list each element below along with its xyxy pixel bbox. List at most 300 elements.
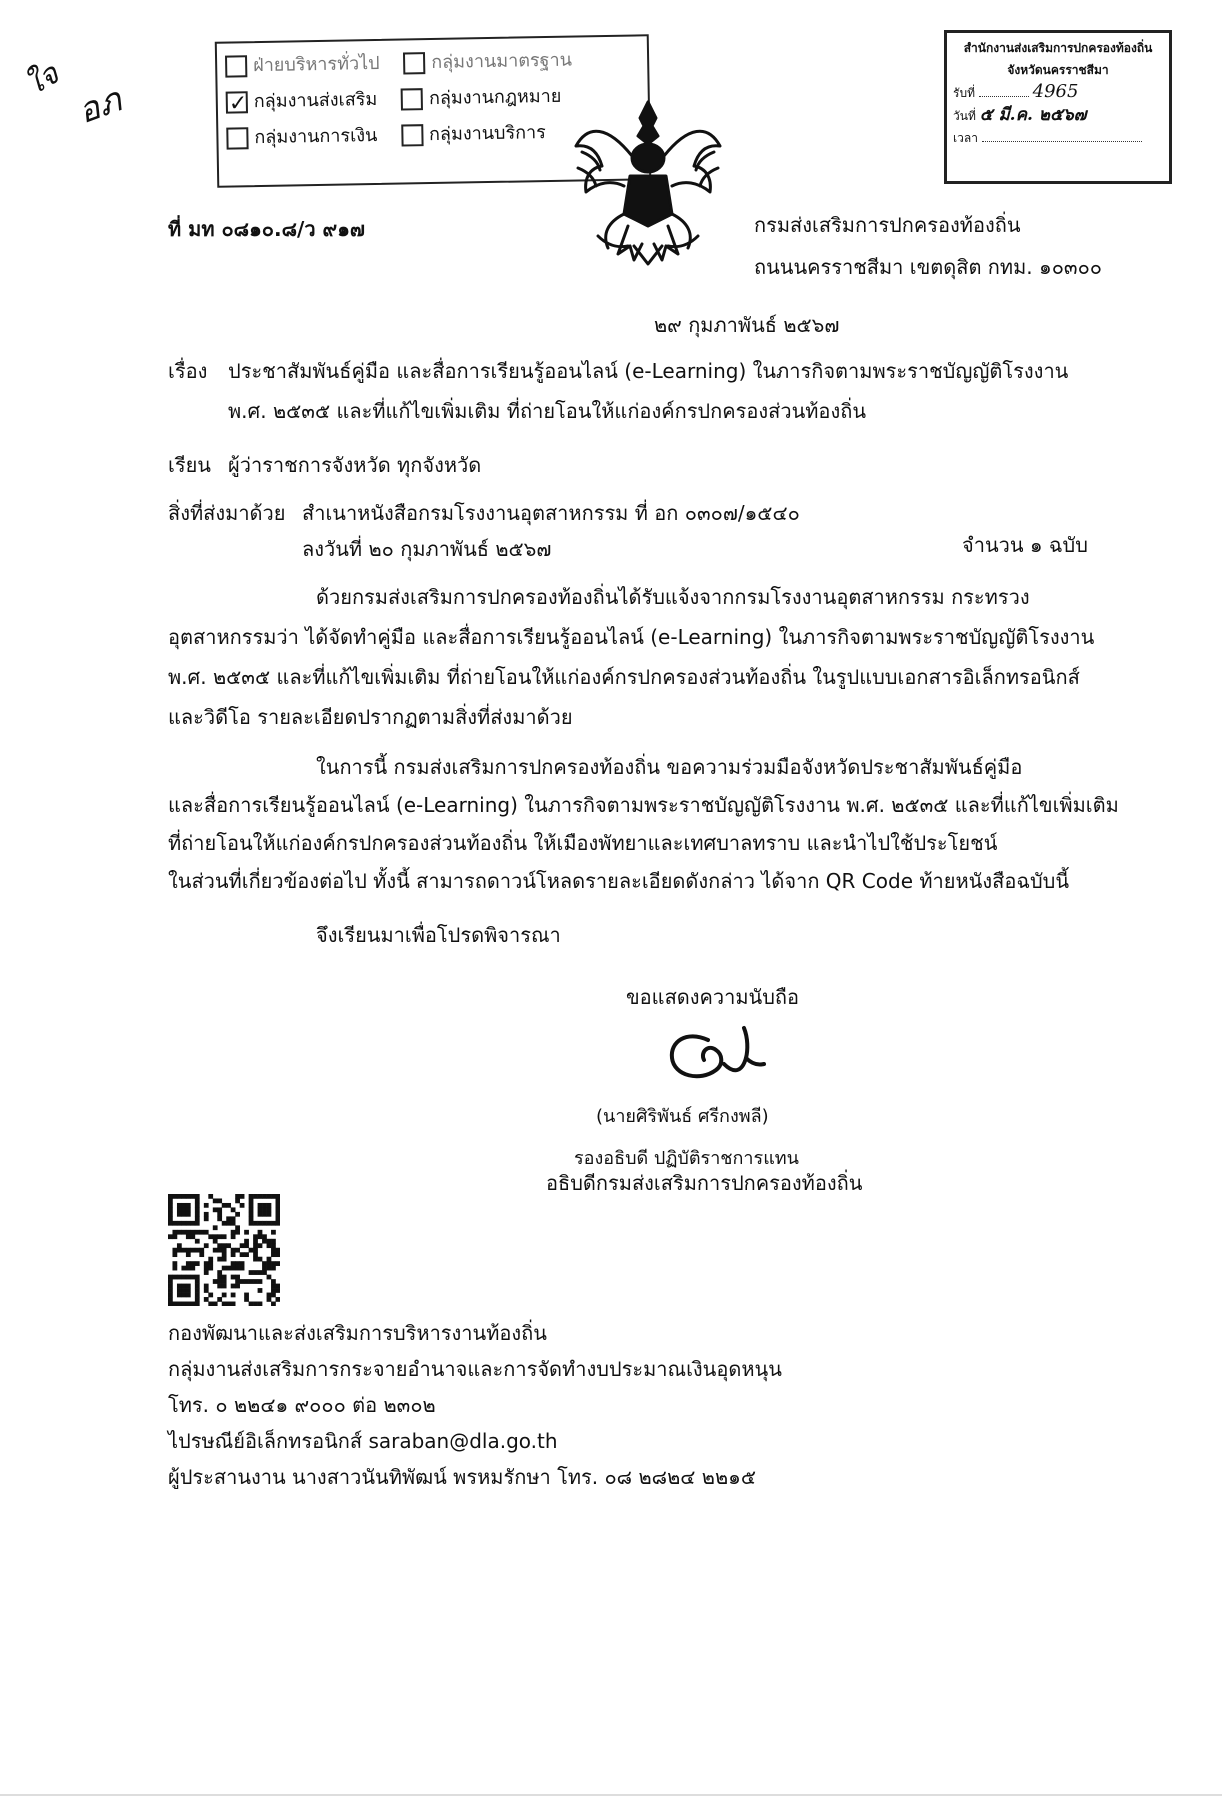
routing-label: กลุ่มงานมาตรฐาน: [431, 49, 573, 74]
receipt-date-row: [947, 104, 1169, 127]
qr-module: [253, 1234, 258, 1239]
qr-module: [213, 1207, 218, 1212]
qr-module: [235, 1284, 240, 1289]
qr-module: [177, 1302, 182, 1306]
qr-module: [240, 1266, 245, 1271]
qr-module: [195, 1248, 200, 1253]
qr-module: [253, 1252, 258, 1257]
routing-label: กลุ่มงานกฎหมาย: [428, 85, 562, 110]
footer-phone: โทร. ๐ ๒๒๔๑ ๙๐๐๐ ต่อ ๒๓๐๒: [168, 1393, 436, 1417]
qr-module: [235, 1261, 240, 1266]
qr-module: [181, 1293, 186, 1298]
qr-module: [276, 1261, 280, 1266]
qr-module: [168, 1288, 173, 1293]
enclosure-line-2: ลงวันที่ ๒๐ กุมภาพันธ์ ๒๕๖๗: [302, 537, 552, 561]
qr-module: [222, 1243, 227, 1248]
checkbox[interactable]: [401, 88, 423, 110]
qr-module: [249, 1270, 254, 1275]
qr-module: [168, 1207, 173, 1212]
qr-module: [186, 1266, 191, 1271]
footer-email[interactable]: ไปรษณีย์อิเล็กทรอนิกส์ saraban@dla.go.th: [168, 1429, 558, 1453]
date-label: วันที่: [953, 109, 976, 123]
qr-module: [204, 1270, 209, 1275]
qr-module: [231, 1248, 236, 1253]
routing-label: กลุ่มงานส่งเสริม: [253, 88, 378, 113]
sender-address: ถนนนครราชสีมา เขตดุสิต กทม. ๑๐๓๐๐: [754, 255, 1102, 279]
qr-module: [181, 1203, 186, 1208]
enclosure-label: สิ่งที่ส่งมาด้วย: [168, 501, 286, 525]
qr-module: [204, 1212, 209, 1217]
qr-module: [271, 1221, 276, 1226]
qr-module: [222, 1203, 227, 1208]
received-no-value: 4965: [1032, 81, 1079, 102]
qr-module: [213, 1302, 218, 1306]
qr-module: [258, 1221, 263, 1226]
qr-module: [186, 1234, 191, 1239]
qr-module: [240, 1194, 245, 1199]
qr-module: [177, 1284, 182, 1289]
qr-module: [267, 1239, 272, 1244]
qr-module: [231, 1293, 236, 1298]
qr-module: [276, 1216, 280, 1221]
scan-edge: [0, 1794, 1222, 1796]
qr-module: [231, 1230, 236, 1235]
qr-module: [262, 1203, 267, 1208]
qr-module: [177, 1288, 182, 1293]
qr-module: [244, 1243, 249, 1248]
checkbox-checked[interactable]: [226, 91, 248, 113]
qr-module: [177, 1207, 182, 1212]
checkbox[interactable]: [401, 124, 423, 146]
qr-module: [267, 1243, 272, 1248]
qr-module: [195, 1212, 200, 1217]
qr-module: [181, 1230, 186, 1235]
qr-module: [217, 1198, 222, 1203]
qr-module: [195, 1198, 200, 1203]
qr-module: [262, 1270, 267, 1275]
qr-module: [262, 1261, 267, 1266]
receipt-time-row: [947, 127, 1169, 149]
qr-module: [258, 1270, 263, 1275]
qr-module: [186, 1275, 191, 1280]
checkbox[interactable]: [403, 52, 425, 74]
qr-module: [235, 1194, 240, 1199]
qr-module: [172, 1266, 177, 1271]
qr-module: [181, 1284, 186, 1289]
qr-module: [253, 1194, 258, 1199]
qr-module: [231, 1216, 236, 1221]
qr-module: [253, 1248, 258, 1253]
qr-module: [213, 1225, 218, 1230]
qr-module: [186, 1302, 191, 1306]
qr-module: [168, 1203, 173, 1208]
qr-module: [181, 1275, 186, 1280]
qr-module: [231, 1221, 236, 1226]
receipt-stamp-province: จังหวัดนครราชสีมา: [1007, 63, 1109, 77]
qr-module: [231, 1252, 236, 1257]
qr-module: [258, 1243, 263, 1248]
qr-module: [249, 1279, 254, 1284]
qr-module: [213, 1239, 218, 1244]
document-number: ที่ มท ๐๘๑๐.๘/ว ๙๑๗: [168, 217, 365, 241]
paragraph-1-line: อุตสาหกรรมว่า ได้จัดทำคู่มือ และสื่อการเรียนรู้ออนไลน์ (e-Learning) ในภารกิจตามพระราชบัญญัติโรงงาน: [168, 625, 1095, 649]
qr-module: [177, 1203, 182, 1208]
qr-module: [172, 1221, 177, 1226]
qr-module: [213, 1198, 218, 1203]
qr-module: [181, 1194, 186, 1199]
qr-module: [195, 1261, 200, 1266]
qr-module: [253, 1257, 258, 1262]
qr-module: [190, 1194, 195, 1199]
qr-module: [235, 1266, 240, 1271]
routing-label: ฝ่ายบริหารทั่วไป: [252, 52, 380, 77]
qr-module: [168, 1198, 173, 1203]
qr-module: [217, 1257, 222, 1262]
paragraph-1-line: ด้วยกรมส่งเสริมการปกครองท้องถิ่นได้รับแจ้งจากกรมโรงงานอุตสาหกรรม กระทรวง: [316, 585, 1030, 609]
qr-module: [240, 1243, 245, 1248]
qr-module: [235, 1225, 240, 1230]
qr-module: [276, 1248, 280, 1253]
qr-module: [186, 1252, 191, 1257]
qr-module: [235, 1279, 240, 1284]
qr-module: [253, 1239, 258, 1244]
qr-module: [258, 1279, 263, 1284]
received-no-label: รับที่: [953, 86, 975, 100]
handwritten-signature: [664, 1024, 768, 1086]
qr-module: [168, 1234, 173, 1239]
qr-module: [240, 1252, 245, 1257]
qr-module: [222, 1234, 227, 1239]
qr-module: [258, 1230, 263, 1235]
qr-module: [217, 1284, 222, 1289]
qr-module: [181, 1248, 186, 1253]
qr-module: [258, 1212, 263, 1217]
qr-module: [258, 1203, 263, 1208]
qr-module: [231, 1275, 236, 1280]
qr-module: [276, 1221, 280, 1226]
margin-initials: อภ: [72, 79, 127, 133]
qr-module: [177, 1243, 182, 1248]
qr-module: [195, 1203, 200, 1208]
qr-module: [172, 1234, 177, 1239]
qr-module: [240, 1203, 245, 1208]
qr-module: [204, 1230, 209, 1235]
qr-module: [181, 1207, 186, 1212]
qr-module: [172, 1275, 177, 1280]
qr-module: [177, 1212, 182, 1217]
qr-module: [190, 1261, 195, 1266]
qr-module: [231, 1261, 236, 1266]
qr-module: [190, 1221, 195, 1226]
qr-module: [253, 1243, 258, 1248]
qr-module: [258, 1257, 263, 1262]
receipt-stamp: [944, 30, 1172, 184]
qr-module: [235, 1198, 240, 1203]
qr-module: [276, 1207, 280, 1212]
qr-module: [168, 1293, 173, 1298]
qr-module: [226, 1216, 231, 1221]
qr-module: [177, 1194, 182, 1199]
closing-line: จึงเรียนมาเพื่อโปรดพิจารณา: [316, 923, 561, 947]
qr-module: [262, 1212, 267, 1217]
qr-module: [231, 1266, 236, 1271]
qr-module: [258, 1234, 263, 1239]
qr-module: [267, 1221, 272, 1226]
qr-module: [267, 1293, 272, 1298]
qr-module: [217, 1270, 222, 1275]
qr-module: [186, 1203, 191, 1208]
qr-module: [222, 1257, 227, 1262]
qr-module: [168, 1297, 173, 1302]
qr-module: [226, 1302, 231, 1306]
qr-module: [262, 1194, 267, 1199]
regards: ขอแสดงความนับถือ: [626, 985, 800, 1009]
qr-module: [276, 1212, 280, 1217]
qr-module: [172, 1252, 177, 1257]
qr-module: [204, 1284, 209, 1289]
qr-module: [181, 1302, 186, 1306]
qr-module: [271, 1261, 276, 1266]
qr-module: [168, 1221, 173, 1226]
time-label: เวลา: [953, 131, 978, 145]
qr-module: [226, 1221, 231, 1226]
qr-module: [222, 1279, 227, 1284]
qr-module: [195, 1297, 200, 1302]
qr-module: [186, 1221, 191, 1226]
signer-title-1: รองอธิบดี ปฏิบัติราชการแทน: [574, 1148, 799, 1169]
qr-module: [168, 1216, 173, 1221]
qr-module: [213, 1279, 218, 1284]
date-value: ๕ มี.ค. ๒๕๖๗: [979, 105, 1087, 125]
enclosure-line-1: สำเนาหนังสือกรมโรงงานอุตสาหกรรม ที่ อก ๐๓๐๗/๑๕๔๐: [302, 501, 800, 525]
qr-module: [190, 1230, 195, 1235]
qr-module: [271, 1279, 276, 1284]
qr-module: [213, 1248, 218, 1253]
qr-module: [244, 1230, 249, 1235]
qr-module: [253, 1221, 258, 1226]
qr-module: [168, 1194, 173, 1199]
qr-module: [172, 1230, 177, 1235]
qr-module: [195, 1279, 200, 1284]
qr-module: [226, 1243, 231, 1248]
qr-module: [168, 1279, 173, 1284]
qr-module: [258, 1288, 263, 1293]
qr-module: [208, 1257, 213, 1262]
qr-module: [204, 1216, 209, 1221]
qr-module: [186, 1261, 191, 1266]
qr-module: [199, 1230, 204, 1235]
paragraph-1-line: และวิดีโอ รายละเอียดปรากฏตามสิ่งที่ส่งมาด้วย: [168, 705, 573, 729]
qr-module: [244, 1239, 249, 1244]
qr-module: [271, 1293, 276, 1298]
qr-module: [177, 1293, 182, 1298]
qr-module: [249, 1221, 254, 1226]
qr-module: [276, 1194, 280, 1199]
footer-division: กองพัฒนาและส่งเสริมการบริหารงานท้องถิ่น: [168, 1321, 547, 1345]
qr-module: [195, 1239, 200, 1244]
qr-module: [235, 1248, 240, 1253]
qr-module: [222, 1266, 227, 1271]
qr-module: [267, 1194, 272, 1199]
qr-module: [271, 1284, 276, 1289]
qr-module: [249, 1216, 254, 1221]
qr-module: [186, 1293, 191, 1298]
checkbox[interactable]: [226, 127, 248, 149]
qr-module: [177, 1221, 182, 1226]
qr-module: [195, 1293, 200, 1298]
footer-unit: กลุ่มงานส่งเสริมการกระจายอำนาจและการจัดทำงบประมาณเงินอุดหนุน: [168, 1357, 782, 1381]
paragraph-2-line: ในการนี้ กรมส่งเสริมการปกครองท้องถิ่น ขอความร่วมมือจังหวัดประชาสัมพันธ์คู่มือ: [316, 755, 1023, 779]
qr-module: [271, 1288, 276, 1293]
qr-module: [262, 1221, 267, 1226]
qr-module: [222, 1252, 227, 1257]
subject-label: เรื่อง: [168, 359, 208, 383]
qr-module: [276, 1284, 280, 1289]
qr-module: [231, 1207, 236, 1212]
qr-module: [262, 1266, 267, 1271]
qr-module: [204, 1203, 209, 1208]
qr-module: [217, 1216, 222, 1221]
qr-module: [217, 1243, 222, 1248]
qr-module: [222, 1248, 227, 1253]
qr-module: [186, 1230, 191, 1235]
qr-module: [262, 1207, 267, 1212]
qr-module: [244, 1252, 249, 1257]
qr-module: [235, 1275, 240, 1280]
qr-module: [186, 1207, 191, 1212]
qr-module: [226, 1266, 231, 1271]
paragraph-1-line: พ.ศ. ๒๕๓๕ และที่แก้ไขเพิ่มเติม ที่ถ่ายโอนให้แก่องค์กรปกครองส่วนท้องถิ่น ในรูปแบบเอกสารอิเล็กทรอนิกส์: [168, 665, 1080, 689]
qr-module: [195, 1284, 200, 1289]
routing-label: กลุ่มงานบริการ: [428, 122, 546, 146]
qr-module: [204, 1261, 209, 1266]
qr-module: [195, 1194, 200, 1199]
routing-row-1: [217, 36, 648, 83]
receipt-stamp-org: สำนักงานส่งเสริมการปกครองท้องถิ่น: [963, 41, 1153, 55]
qr-module: [217, 1275, 222, 1280]
qr-module: [276, 1203, 280, 1208]
footer-coordinator: ผู้ประสานงาน นางสาวนันทิพัฒน์ พรหมรักษา โทร. ๐๘ ๒๘๒๔ ๒๒๑๕: [168, 1465, 756, 1489]
qr-module: [172, 1248, 177, 1253]
qr-module: [258, 1207, 263, 1212]
qr-module: [208, 1261, 213, 1266]
qr-module: [222, 1275, 227, 1280]
qr-module: [271, 1302, 276, 1306]
qr-module: [253, 1279, 258, 1284]
qr-module: [199, 1252, 204, 1257]
signer-title-2: อธิบดีกรมส่งเสริมการปกครองท้องถิ่น: [546, 1171, 863, 1195]
qr-module: [249, 1248, 254, 1253]
garuda-emblem: [568, 96, 728, 268]
qr-module: [258, 1302, 263, 1306]
qr-module: [244, 1293, 249, 1298]
paragraph-2-line: และสื่อการเรียนรู้ออนไลน์ (e-Learning) ในภารกิจตามพระราชบัญญัติโรงงาน พ.ศ. ๒๕๓๕ และที่แก้ไขเพิ่มเติม: [168, 793, 1119, 817]
qr-module: [240, 1279, 245, 1284]
qr-module: [267, 1257, 272, 1262]
qr-module: [262, 1234, 267, 1239]
qr-module: [208, 1293, 213, 1298]
signer-name: (นายศิริพันธ์ ศรีกงพลี): [596, 1106, 769, 1127]
qr-module: [262, 1239, 267, 1244]
qr-module: [231, 1284, 236, 1289]
paragraph-2-line: ที่ถ่ายโอนให้แก่องค์กรปกครองส่วนท้องถิ่น ให้เมืองพัทยาและเทศบาลทราบ และนำไปใช้ประโยชน์: [168, 831, 998, 855]
qr-module: [271, 1194, 276, 1199]
qr-module: [204, 1266, 209, 1271]
qr-module: [172, 1194, 177, 1199]
qr-code[interactable]: [168, 1194, 280, 1306]
qr-module: [267, 1297, 272, 1302]
qr-module: [226, 1203, 231, 1208]
qr-module: [271, 1266, 276, 1271]
qr-module: [168, 1302, 173, 1306]
qr-module: [177, 1275, 182, 1280]
qr-module: [244, 1297, 249, 1302]
qr-module: [199, 1248, 204, 1253]
sender-name: กรมส่งเสริมการปกครองท้องถิ่น: [754, 213, 1021, 237]
qr-module: [168, 1212, 173, 1217]
paragraph-2-line: ในส่วนที่เกี่ยวข้องต่อไป ทั้งนี้ สามารถดาวน์โหลดรายละเอียดดังกล่าว ได้จาก QR Code ท้ายหนังสือฉบับนี้: [168, 869, 1070, 893]
qr-module: [195, 1221, 200, 1226]
qr-module: [240, 1261, 245, 1266]
qr-module: [195, 1275, 200, 1280]
qr-module: [276, 1252, 280, 1257]
qr-module: [195, 1230, 200, 1235]
qr-module: [190, 1266, 195, 1271]
qr-module: [217, 1279, 222, 1284]
qr-module: [186, 1248, 191, 1253]
qr-module: [253, 1270, 258, 1275]
qr-module: [276, 1297, 280, 1302]
qr-module: [195, 1288, 200, 1293]
qr-module: [235, 1212, 240, 1217]
qr-module: [186, 1284, 191, 1289]
qr-module: [217, 1297, 222, 1302]
qr-module: [267, 1266, 272, 1271]
qr-module: [222, 1221, 227, 1226]
qr-module: [190, 1234, 195, 1239]
qr-module: [213, 1234, 218, 1239]
qr-module: [217, 1248, 222, 1253]
salutation-recipient: ผู้ว่าราชการจังหวัด ทุกจังหวัด: [228, 453, 482, 477]
qr-module: [208, 1234, 213, 1239]
checkbox[interactable]: [225, 55, 247, 77]
margin-scribble: ใจ: [19, 56, 65, 103]
qr-module: [217, 1207, 222, 1212]
qr-module: [217, 1234, 222, 1239]
qr-module: [208, 1302, 213, 1306]
qr-module: [249, 1194, 254, 1199]
qr-module: [258, 1194, 263, 1199]
qr-module: [204, 1243, 209, 1248]
qr-module: [204, 1288, 209, 1293]
qr-module: [249, 1198, 254, 1203]
qr-module: [271, 1239, 276, 1244]
qr-module: [231, 1302, 236, 1306]
qr-module: [195, 1207, 200, 1212]
qr-module: [253, 1302, 258, 1306]
qr-module: [249, 1212, 254, 1217]
qr-module: [267, 1212, 272, 1217]
qr-module: [267, 1207, 272, 1212]
qr-module: [249, 1203, 254, 1208]
qr-module: [271, 1230, 276, 1235]
qr-module: [235, 1230, 240, 1235]
enclosure-count: จำนวน ๑ ฉบับ: [962, 533, 1088, 557]
qr-module: [168, 1284, 173, 1289]
qr-module: [244, 1279, 249, 1284]
qr-module: [222, 1284, 227, 1289]
qr-module: [271, 1243, 276, 1248]
